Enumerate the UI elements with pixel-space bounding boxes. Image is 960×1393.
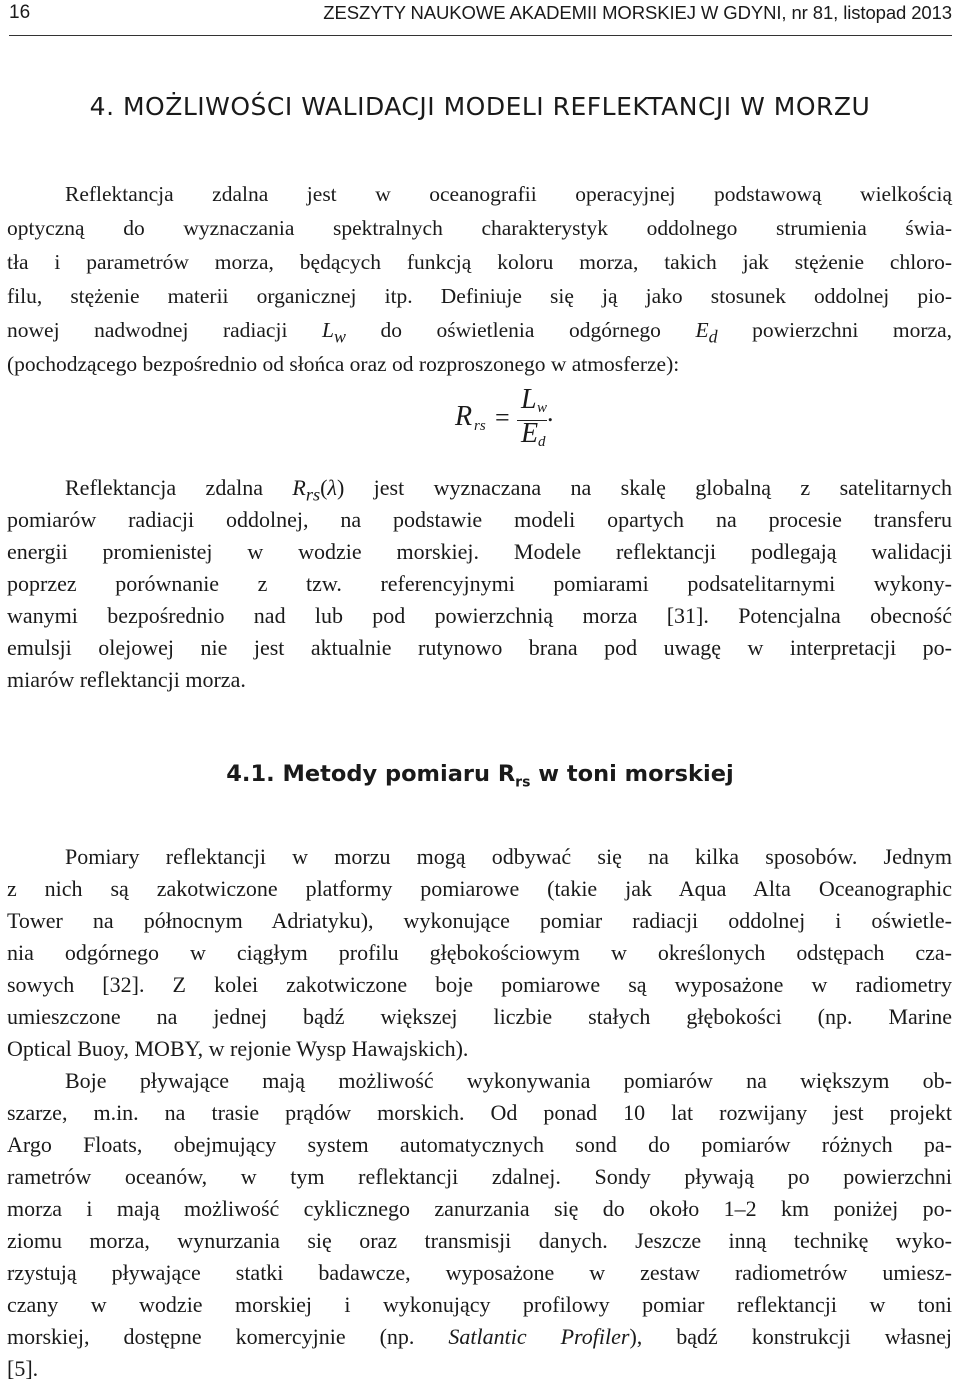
text-line: energii promienistej w wodzie morskiej. Modele reflektancji podlegają walidacji	[7, 539, 952, 564]
text-line: Boje pływające mają możliwość wykonywania pomiarów na większym ob-	[65, 1068, 952, 1093]
text-line: optyczną do wyznaczania spektralnych charakterystyk oddolnego strumienia świa-	[7, 216, 952, 240]
text-line: nowej nadwodnej radiacji $L_w$ do oświetlenia odgórnego $E_d$ powierzchni morza,	[7, 318, 953, 347]
page-number: 16	[9, 2, 31, 23]
section-title: 4. MOŻLIWOŚCI WALIDACJI MODELI REFLEKTANCJI W MORZU	[89, 92, 871, 121]
text-line: nia odgórnego w ciągłym profilu głębokościowym w określonych odstępach cza-	[7, 940, 952, 965]
text-line: Reflektancja zdalna $R_{rs}(\lambda)$ jest wyznaczana na skalę globalną z satelitarnych	[65, 475, 952, 505]
paragraph-methods	[7, 841, 952, 1065]
equation-rrs	[455, 384, 615, 454]
eq-numerator-sub: w	[537, 400, 548, 416]
text-line: Pomiary reflektancji w morzu mogą odbywać się na kilka sposobów. Jednym	[65, 844, 952, 869]
text-line: umieszczone na jednej bądź większej liczbie stałych głębokości (np. Marine	[7, 1004, 952, 1029]
text-line: filu, stężenie materii organicznej itp. Definiuje się ją jako stosunek oddolnej pio-	[7, 284, 952, 308]
text-line: szarze, m.in. na trasie prądów morskich. Od ponad 10 lat rozwijany jest projekt	[7, 1100, 952, 1125]
text-line: (pochodzącego bezpośrednio od słońca oraz od rozproszonego w atmosferze):	[7, 352, 680, 376]
text-line: emulsji olejowej nie jest aktualnie rutynowo brana pod uwagę w interpretacji po-	[7, 635, 952, 660]
text-line: poprzez porównanie z tzw. referencyjnymi pomiarami podsatelitarnymi wykony-	[7, 571, 952, 596]
subsection-title: 4.1. Metody pomiaru $R_{rs}$ w toni morskiej	[226, 761, 734, 791]
text-line: miarów reflektancji morza.	[7, 667, 246, 692]
eq-denominator: E	[521, 418, 539, 449]
text-line: sowych [32]. Z kolei zakotwiczone boje pomiarowe są wyposażone w radiometry	[7, 972, 952, 997]
text-line: rametrów oceanów, w tym reflektancji zdalnej. Sondy pływają po powierzchni	[7, 1164, 952, 1189]
text-line: pomiarów radiacji oddolnej, na podstawie modeli opartych na procesie transferu	[7, 507, 952, 532]
text-line: Argo Floats, obejmujący system automatycznych sond do pomiarów różnych pa-	[7, 1132, 952, 1157]
text-line: Reflektancja zdalna jest w oceanografii operacyjnej podstawową wielkością	[65, 182, 952, 206]
header-rule	[9, 35, 952, 36]
eq-denominator-sub: d	[538, 434, 546, 450]
text-line: [5].	[7, 1356, 39, 1381]
text-line: tła i parametrów morza, będących funkcją koloru morza, takich jak stężenie chloro-	[7, 250, 952, 274]
eq-lhs: R	[455, 401, 473, 432]
text-line: z nich są zakotwiczone platformy pomiarowe (takie jak Aqua Alta Oceanographic	[7, 876, 952, 901]
journal-title: ZESZYTY NAUKOWE AKADEMII MORSKIEJ W GDYNI, nr 81, listopad 2013	[323, 2, 952, 23]
text-line: Optical Buoy, MOBY, w rejonie Wysp Hawajskich).	[7, 1036, 469, 1061]
text-line: ziomu morza, wynurzania się oraz transmisji danych. Jeszcze inną technikę wyko-	[7, 1228, 952, 1253]
eq-period: .	[547, 398, 554, 427]
text-line: morza i mają możliwość cyklicznego zanurzania się do około 1–2 km poniżej po-	[7, 1196, 952, 1221]
running-header	[9, 0, 952, 36]
eq-lhs-sub: rs	[474, 418, 486, 434]
text-line: Tower na północnym Adriatyku), wykonujące pomiar radiacji oddolnej i oświetle-	[7, 908, 952, 933]
paragraph-remote-reflectance	[7, 472, 952, 696]
text-line: rzystują pływające statki badawcze, wyposażone w zestaw radiometrów umiesz-	[7, 1260, 952, 1285]
text-line: wanymi bezpośrednio nad lub pod powierzchnią morza [31]. Potencjalna obecność	[7, 603, 952, 628]
paragraph-floating-buoys	[7, 1065, 952, 1385]
text-line: morskiej, dostępne komercyjnie (np. Satlantic Profiler), bądź konstrukcji własnej	[7, 1324, 952, 1349]
eq-equals: =	[495, 403, 510, 432]
paragraph-definition	[7, 177, 952, 381]
text-line: czany w wodzie morskiej i wykonujący profilowy pomiar reflektancji w toni	[7, 1292, 952, 1317]
eq-numerator: L	[521, 384, 537, 415]
